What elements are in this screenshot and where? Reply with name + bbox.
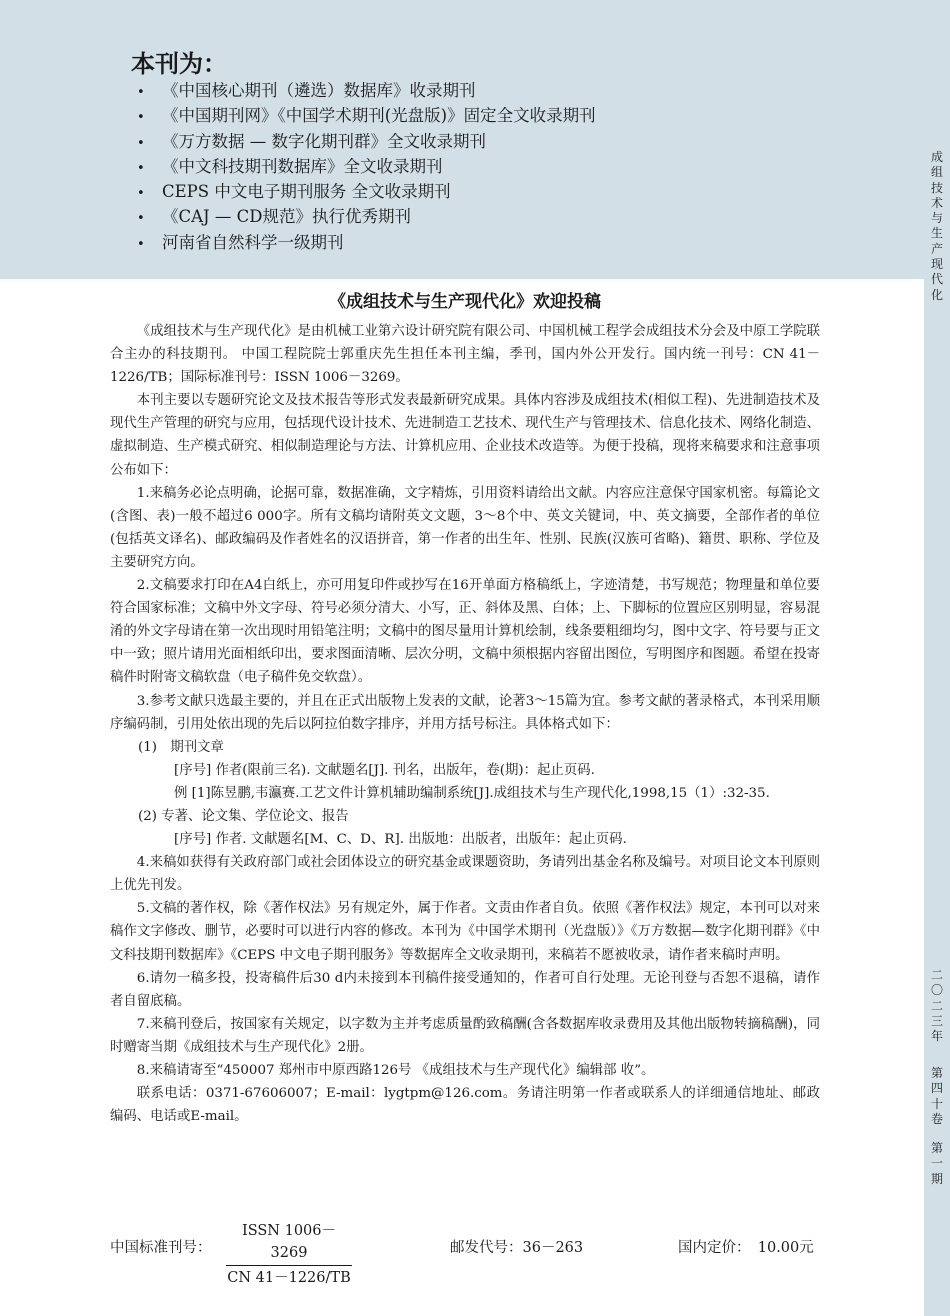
paragraph-rule-4: 4.来稿如获得有关政府部门或社会团体设立的研究基金或课题资助，务请列出基金名称及编号。对项目论文本刊原则上优先刊发。: [110, 855, 820, 894]
reference-format-book: [序号] 作者. 文献题名[M、C、D、R]. 出版地：出版者，出版年：起止页码.: [174, 832, 627, 848]
side-volume: 第四十卷: [930, 1066, 943, 1126]
paragraph-contact: 联系电话：0371-67606007；E-mail：lygtpm@126.com。务请注明第一作者或联系人的详细通信地址、邮政编码、电话或E-mail。: [110, 1086, 820, 1125]
reference-type-book: (2) 专著、论文集、学位论文、报告: [138, 808, 349, 824]
list-item: • 河南省自然科学一级期刊: [137, 230, 596, 255]
article-body: [110, 320, 820, 1128]
bullet-icon: •: [137, 186, 145, 202]
cn-number: CN 41－1226/TB: [227, 1270, 351, 1286]
bullet-icon: •: [137, 211, 145, 227]
issn-number: ISSN 1006－3269: [241, 1223, 337, 1261]
side-year: 二〇二三年: [930, 968, 943, 1044]
bullet-icon: •: [137, 236, 145, 252]
reference-example: 例 [1]陈昱鹏,韦瀛赛.工艺文件计算机辅助编制系统[J].成组技术与生产现代化,1998,15（1）:32-35.: [174, 785, 770, 801]
standard-number-stack: [226, 1220, 352, 1289]
list-item: • CEPS 中文电子期刊服务 全文收录期刊: [137, 179, 596, 204]
standard-number-label: 中国标准刊号：: [110, 1240, 212, 1256]
paragraph-rule-7: 7.来稿刊登后，按国家有关规定，以字数为主并考虑质量酌致稿酬(含各数据库收录费用及其他出版物转摘稿酬)，同时赠寄当期《成组技术与生产现代化》2册。: [110, 1016, 820, 1055]
side-journal-name: 成组技术与生产现代化: [930, 150, 943, 302]
bullet-icon: •: [137, 110, 145, 126]
reference-format-journal: [序号] 作者(限前三名). 文献题名[J]. 刊名，出版年，卷(期)：起止页码.: [174, 762, 595, 778]
paragraph-rule-8: 8.来稿请寄至“450007 郑州市中原西路126号 《成组技术与生产现代化》编辑部 收”。: [136, 1063, 655, 1078]
reference-type-journal: (1) 期刊文章: [138, 739, 224, 755]
bullet-icon: •: [137, 85, 145, 100]
list-item: • 《中国期刊网》《中国学术期刊(光盘版)》固定全文收录期刊: [137, 103, 596, 128]
paragraph-rule-1: 1.来稿务必论点明确，论据可靠，数据准确，文字精炼，引用资料请给出文献。内容应注意保守国家机密。每篇论文(含图、表)一般不超过6 000字。所有文稿均请附英文文题，3～8个中、英文关键词，中、英文摘要，全部作者的单位(包括英文译名)、邮政编码及作者姓名的汉语拼音，第一作者的出生年、性别、民族(汉族可省略)、籍贯、职称、学位及主要研究方向。: [110, 485, 820, 570]
list-item: • 《中文科技期刊数据库》全文收录期刊: [137, 154, 596, 179]
paragraph-rule-5: 5.文稿的著作权，除《著作权法》另有规定外，属于作者。文责由作者自负。依照《著作权法》规定，本刊可以对来稿作文字修改、删节，必要时可以进行内容的修改。本刊为《中国学术期刊（光盘版）》《万方数据—数字化期刊群》《中文科技期刊数据库》《CEPS 中文电子期刊服务》等数据库全文收录期刊，来稿若不愿被收录，请作者来稿时声明。: [110, 901, 820, 963]
article-title: 《成组技术与生产现代化》欢迎投稿: [329, 292, 601, 312]
side-issue: 第一期: [930, 1141, 943, 1186]
paragraph-intro: 《成组技术与生产现代化》是由机械工业第六设计研究院有限公司、中国机械工程学会成组技术分会及中原工学院联合主办的科技期刊。 中国工程院院士郭重庆先生担任本刊主编，季刊，国内外公开发行。国内统一刊号：CN 41－1226/TB；国际标准刊号：ISSN 1006－3269。: [110, 324, 820, 386]
list-item: • 《CAJ — CD规范》执行优秀期刊: [137, 204, 596, 229]
list-item: • 《中国核心期刊（遴选）数据库》收录期刊: [137, 78, 596, 103]
indexing-list: [137, 78, 596, 255]
bullet-icon: •: [137, 135, 145, 151]
list-item: • 《万方数据 — 数字化期刊群》全文收录期刊: [137, 129, 596, 154]
postal-code: 邮发代号：36－263: [450, 1240, 584, 1256]
band-title: 本刊为：: [131, 50, 227, 78]
fraction-divider: [226, 1265, 352, 1266]
bullet-icon: •: [137, 160, 145, 176]
paragraph-rule-3: 3.参考文献只选最主要的，并且在正式出版物上发表的文献，论著3～15篇为宜。参考文献的著录格式，本刊采用顺序编码制，引用处依出现的先后以阿拉伯数字排序，并用方括号标注。具体格式如下：: [110, 693, 820, 732]
domestic-price: 国内定价： 10.00元: [678, 1240, 814, 1256]
paragraph-rule-6: 6.请勿一稿多投，投寄稿件后30 d内未接到本刊稿件接受通知的，作者可自行处理。无论刊登与否恕不退稿，请作者自留底稿。: [110, 970, 820, 1009]
paragraph-scope: 本刊主要以专题研究论文及技术报告等形式发表最新研究成果。具体内容涉及成组技术(相似工程)、先进制造技术及现代生产管理的研究与应用，包括现代设计技术、先进制造工艺技术、现代生产与管理技术、信息化技术、网络化制造、虚拟制造、生产模式研究、相似制造理论与方法、计算机应用、企业技术改造等。为便于投稿，现将来稿要求和注意事项公布如下：: [110, 393, 820, 478]
paragraph-rule-2: 2.文稿要求打印在A4白纸上，亦可用复印件或抄写在16开单面方格稿纸上，字迹清楚，书写规范；物理量和单位要符合国家标准；文稿中外文字母、符号必须分清大、小写，正、斜体及黑、白体；上、下脚标的位置应区别明显，容易混淆的外文字母请在第一次出现时用铅笔注明；文稿中的图尽量用计算机绘制，线条要粗细均匀，图中文字、符号要与正文中一致；照片请用光面相纸印出，要求图面清晰、层次分明，文稿中须根据内容留出图位，写明图序和图题。希望在投寄稿件时附寄文稿软盘（电子稿件免交软盘）。: [110, 578, 820, 686]
